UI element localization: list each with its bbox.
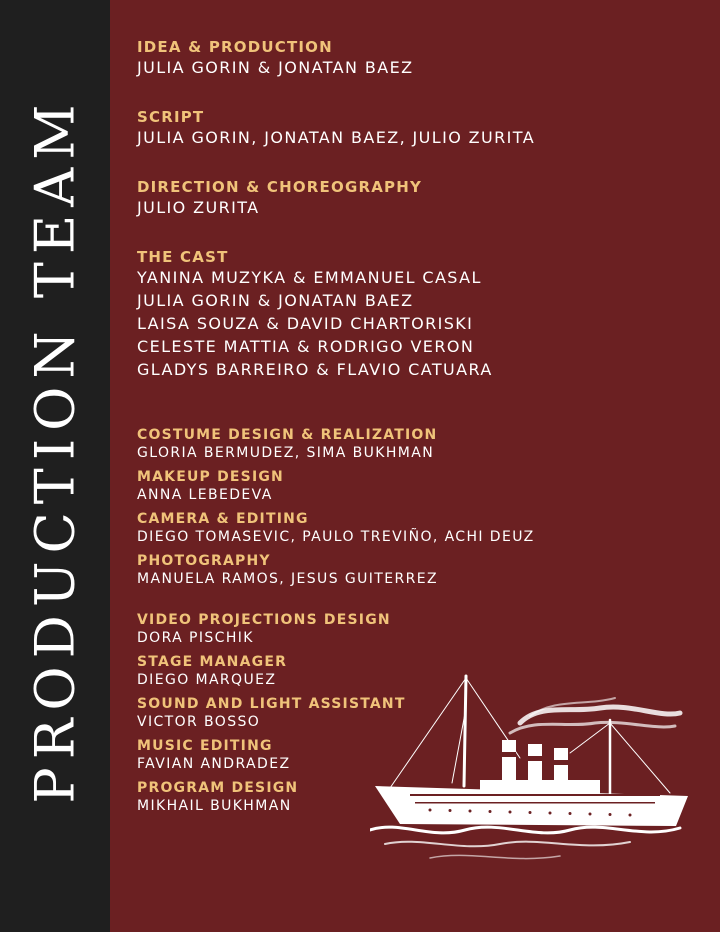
credit-idea-production bbox=[137, 38, 697, 79]
role-label: THE CAST bbox=[137, 248, 229, 266]
page-title: PRODUCTION TEAM bbox=[23, 96, 87, 804]
names-line: DIEGO MARQUEZ bbox=[137, 672, 277, 688]
credit-photography bbox=[137, 553, 697, 588]
ocean-liner-ship-icon bbox=[370, 668, 695, 868]
role-label: MUSIC EDITING bbox=[137, 738, 273, 754]
names-line: GLORIA BERMUDEZ, SIMA BUKHMAN bbox=[137, 445, 435, 461]
role-label: MAKEUP DESIGN bbox=[137, 469, 284, 485]
names-line: JULIA GORIN, JONATAN BAEZ, JULIO ZURITA bbox=[137, 128, 536, 147]
names-line: DIEGO TOMASEVIC, PAULO TREVIÑO, ACHI DEUZ bbox=[137, 529, 535, 545]
role-label: COSTUME DESIGN & REALIZATION bbox=[137, 427, 438, 443]
role-label: PROGRAM DESIGN bbox=[137, 780, 299, 796]
role-label: CAMERA & EDITING bbox=[137, 511, 309, 527]
credit-direction bbox=[137, 178, 697, 219]
role-label: IDEA & PRODUCTION bbox=[137, 38, 333, 56]
cast-line: GLADYS BARREIRO & FLAVIO CATUARA bbox=[137, 360, 493, 379]
role-label: PHOTOGRAPHY bbox=[137, 553, 271, 569]
credit-makeup bbox=[137, 469, 697, 504]
names-line: FAVIAN ANDRADEZ bbox=[137, 756, 291, 772]
role-label: SOUND AND LIGHT ASSISTANT bbox=[137, 696, 406, 712]
credit-cast bbox=[137, 248, 697, 381]
names-line: MANUELA RAMOS, JESUS GUITERREZ bbox=[137, 571, 438, 587]
role-label: VIDEO PROJECTIONS DESIGN bbox=[137, 612, 391, 628]
names-line: JULIO ZURITA bbox=[137, 198, 260, 217]
role-label: DIRECTION & CHOREOGRAPHY bbox=[137, 178, 423, 196]
cast-line: JULIA GORIN & JONATAN BAEZ bbox=[137, 291, 414, 310]
credit-script bbox=[137, 108, 697, 149]
names-line: JULIA GORIN & JONATAN BAEZ bbox=[137, 58, 414, 77]
cast-line: CELESTE MATTIA & RODRIGO VERON bbox=[137, 337, 475, 356]
names-line: MIKHAIL BUKHMAN bbox=[137, 798, 292, 814]
role-label: STAGE MANAGER bbox=[137, 654, 288, 670]
credit-costume bbox=[137, 427, 697, 462]
cast-line: LAISA SOUZA & DAVID CHARTORISKI bbox=[137, 314, 474, 333]
cast-line: YANINA MUZYKA & EMMANUEL CASAL bbox=[137, 268, 482, 287]
sidebar bbox=[0, 0, 110, 932]
names-line: ANNA LEBEDEVA bbox=[137, 487, 273, 503]
names-line: VICTOR BOSSO bbox=[137, 714, 261, 730]
role-label: SCRIPT bbox=[137, 108, 205, 126]
credit-camera bbox=[137, 511, 697, 546]
names-line: DORA PISCHIK bbox=[137, 630, 254, 646]
credit-video-projections bbox=[137, 612, 697, 647]
